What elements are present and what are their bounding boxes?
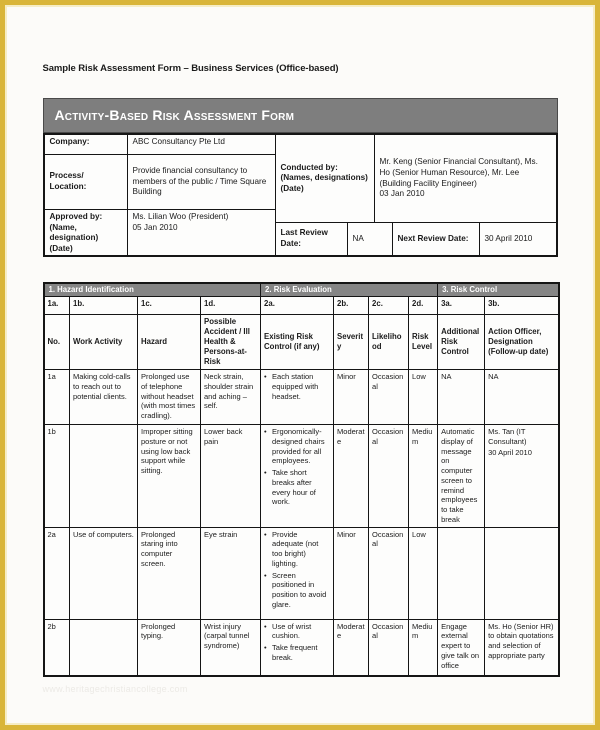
- cell-work-activity: Making cold-calls to reach out to potential clients.: [70, 370, 138, 425]
- conducted-by-label-line: (Date): [280, 183, 304, 193]
- code-cell: 2d.: [409, 296, 438, 314]
- column-header-cell: Possible Accident / Ill Health & Persons-at-Risk: [201, 314, 261, 370]
- cell-severity: Moderate: [334, 425, 369, 528]
- bullet-text: Each station equipped with headset.: [272, 372, 319, 401]
- bullet-item: [264, 372, 330, 401]
- cell-existing-controls: [261, 619, 334, 676]
- next-review-label: Next Review Date:: [393, 223, 480, 255]
- info-table: [43, 133, 558, 257]
- officer-line: Ms. Tan (IT Consultant): [488, 427, 527, 446]
- column-header-cell: Work Activity: [70, 314, 138, 370]
- cell-severity: Moderate: [334, 619, 369, 676]
- approved-by-date: 05 Jan 2010: [132, 222, 178, 232]
- approved-by-label: [45, 210, 128, 255]
- column-header-cell: Existing Risk Control (if any): [261, 314, 334, 370]
- conducted-by-label-line: Conducted by:: [280, 162, 338, 172]
- cell-severity: Minor: [334, 527, 369, 619]
- officer-line: 30 April 2010: [488, 447, 532, 457]
- cell-hazard: Prolonged staring into computer screen.: [138, 527, 201, 619]
- code-cell: 1c.: [138, 296, 201, 314]
- approved-by-label-line: (Date): [49, 243, 73, 253]
- company-value: ABC Consultancy Pte Ltd: [128, 135, 276, 155]
- next-review-value: 30 April 2010: [484, 233, 533, 243]
- bullet-item: [264, 427, 330, 466]
- cell-additional-control: NA: [438, 370, 485, 425]
- conducted-by-names: Mr. Keng (Senior Financial Consultant), Ms. Ho (Senior Human Resource), Mr. Lee (Building Facility Engineer): [379, 157, 538, 188]
- bullet-dot: •: [264, 529, 267, 539]
- section-header-cell: 1. Hazard Identification: [44, 283, 261, 296]
- cell-likelihood: Occasional: [369, 370, 409, 425]
- code-cell: 1d.: [201, 296, 261, 314]
- section-header-cell: 2. Risk Evaluation: [261, 283, 438, 296]
- cell-likelihood: Occasional: [369, 425, 409, 528]
- cell-severity: Minor: [334, 370, 369, 425]
- cell-accident: Wrist injury (carpal tunnel syndrome): [201, 619, 261, 676]
- cell-accident: Lower back pain: [201, 425, 261, 528]
- code-cell: 2b.: [334, 296, 369, 314]
- officer-line: NA: [488, 372, 499, 382]
- cell-existing-controls: [261, 527, 334, 619]
- cell-work-activity: [70, 619, 138, 676]
- conducted-by-date: 03 Jan 2010: [379, 189, 425, 199]
- section-header-cell: 3. Risk Control: [438, 283, 559, 296]
- approved-by-value: [128, 210, 276, 255]
- approved-by-label-line: (Name, designation): [49, 222, 99, 243]
- bullet-dot: •: [264, 468, 267, 478]
- bullet-text: Screen positioned in position to avoid glare.: [272, 570, 327, 609]
- approved-by-name: Ms. Lilian Woo (President): [132, 212, 229, 221]
- column-header-cell: Action Officer, Designation (Follow-up date): [485, 314, 559, 370]
- cell-no: 2b: [44, 619, 70, 676]
- table-row: [44, 619, 559, 676]
- bullet-text: Take short breaks after every hour of work.: [272, 468, 316, 507]
- conducted-by-value: [375, 135, 556, 223]
- codes-row: [44, 296, 559, 314]
- column-header-cell: Additional Risk Control: [438, 314, 485, 370]
- cell-additional-control: [438, 527, 485, 619]
- bullet-dot: •: [264, 570, 267, 580]
- risk-table-head: [44, 283, 559, 370]
- cell-existing-controls: [261, 370, 334, 425]
- cell-accident: Neck strain, shoulder strain and aching – self.: [201, 370, 261, 425]
- bullet-dot: •: [264, 643, 267, 653]
- bullet-dot: •: [264, 427, 267, 437]
- last-review-value: NA: [348, 223, 393, 255]
- column-header-cell: Risk Level: [409, 314, 438, 370]
- column-header-cell: Likelihood: [369, 314, 409, 370]
- bullet-item: [264, 468, 330, 507]
- approved-by-label-line: Approved by:: [49, 212, 103, 221]
- cell-risk-level: Low: [409, 370, 438, 425]
- page-title: Sample Risk Assessment Form – Business Services (Office-based): [42, 63, 339, 74]
- cell-hazard: Prolonged use of telephone without headset (with most times cradling).: [138, 370, 201, 425]
- section-header-row: [44, 283, 559, 296]
- bullet-dot: •: [264, 372, 267, 382]
- cell-likelihood: Occasional: [369, 619, 409, 676]
- bullet-item: [264, 530, 330, 569]
- cell-risk-level: Medium: [409, 619, 438, 676]
- cell-hazard: Improper sitting posture or not using low back support while sitting.: [138, 425, 201, 528]
- cell-work-activity: Use of computers.: [70, 527, 138, 619]
- cell-risk-level: Low: [409, 527, 438, 619]
- officer-line: Ms. Ho (Senior HR) to obtain quotations and selection of appropriate party: [488, 621, 554, 660]
- conducted-by-label-line: (Names, designations): [280, 173, 368, 183]
- bullet-text: Ergonomically-designed chairs provided for all employees.: [272, 427, 325, 466]
- column-names-row: [44, 314, 559, 370]
- watermark: www.heritagechristiancollege.com: [42, 684, 188, 695]
- cell-no: 1b: [44, 425, 70, 528]
- bullet-dot: •: [264, 621, 267, 631]
- process-location-value: Provide financial consultancy to members of the public / Time Square Building: [128, 155, 276, 210]
- code-cell: 1a.: [44, 296, 70, 314]
- code-cell: 2c.: [369, 296, 409, 314]
- code-cell: 3a.: [438, 296, 485, 314]
- cell-action-officer: [485, 527, 559, 619]
- bullet-text: Use of wrist cushion.: [272, 621, 312, 641]
- last-review-label: Last Review Date:: [276, 223, 348, 255]
- bullet-item: [264, 643, 330, 663]
- bullet-item: [264, 571, 330, 610]
- table-row: [44, 425, 559, 528]
- risk-table-body: [44, 370, 559, 677]
- cell-additional-control: Engage external expert to give talk on office: [438, 619, 485, 676]
- cell-likelihood: Occasional: [369, 527, 409, 619]
- code-cell: 3b.: [485, 296, 559, 314]
- column-header-cell: Severity: [334, 314, 369, 370]
- cell-risk-level: Medium: [409, 425, 438, 528]
- bullet-text: Provide adequate (not too bright) lighting.: [272, 529, 319, 568]
- code-cell: 2a.: [261, 296, 334, 314]
- cell-hazard: Prolonged typing.: [138, 619, 201, 676]
- cell-action-officer: [485, 425, 559, 528]
- table-row: [44, 370, 559, 425]
- cell-action-officer: [485, 370, 559, 425]
- column-header-cell: Hazard: [138, 314, 201, 370]
- cell-accident: Eye strain: [201, 527, 261, 619]
- document-content: [43, 63, 558, 694]
- bullet-text: Take frequent break.: [272, 643, 318, 662]
- form-banner: Activity-Based Risk Assessment Form: [43, 98, 558, 133]
- cell-action-officer: [485, 619, 559, 676]
- bullet-item: [264, 622, 330, 642]
- conducted-by-label: [276, 135, 375, 223]
- table-row: [44, 527, 559, 619]
- risk-table: [43, 282, 560, 677]
- process-location-label: Process/ Location:: [45, 155, 128, 210]
- company-label: Company:: [45, 135, 128, 155]
- column-header-cell: No.: [44, 314, 70, 370]
- cell-additional-control: Automatic display of message on computer screen to remind employees to take break: [438, 425, 485, 528]
- cell-no: 2a: [44, 527, 70, 619]
- cell-existing-controls: [261, 425, 334, 528]
- cell-no: 1a: [44, 370, 70, 425]
- cell-work-activity: [70, 425, 138, 528]
- code-cell: 1b.: [70, 296, 138, 314]
